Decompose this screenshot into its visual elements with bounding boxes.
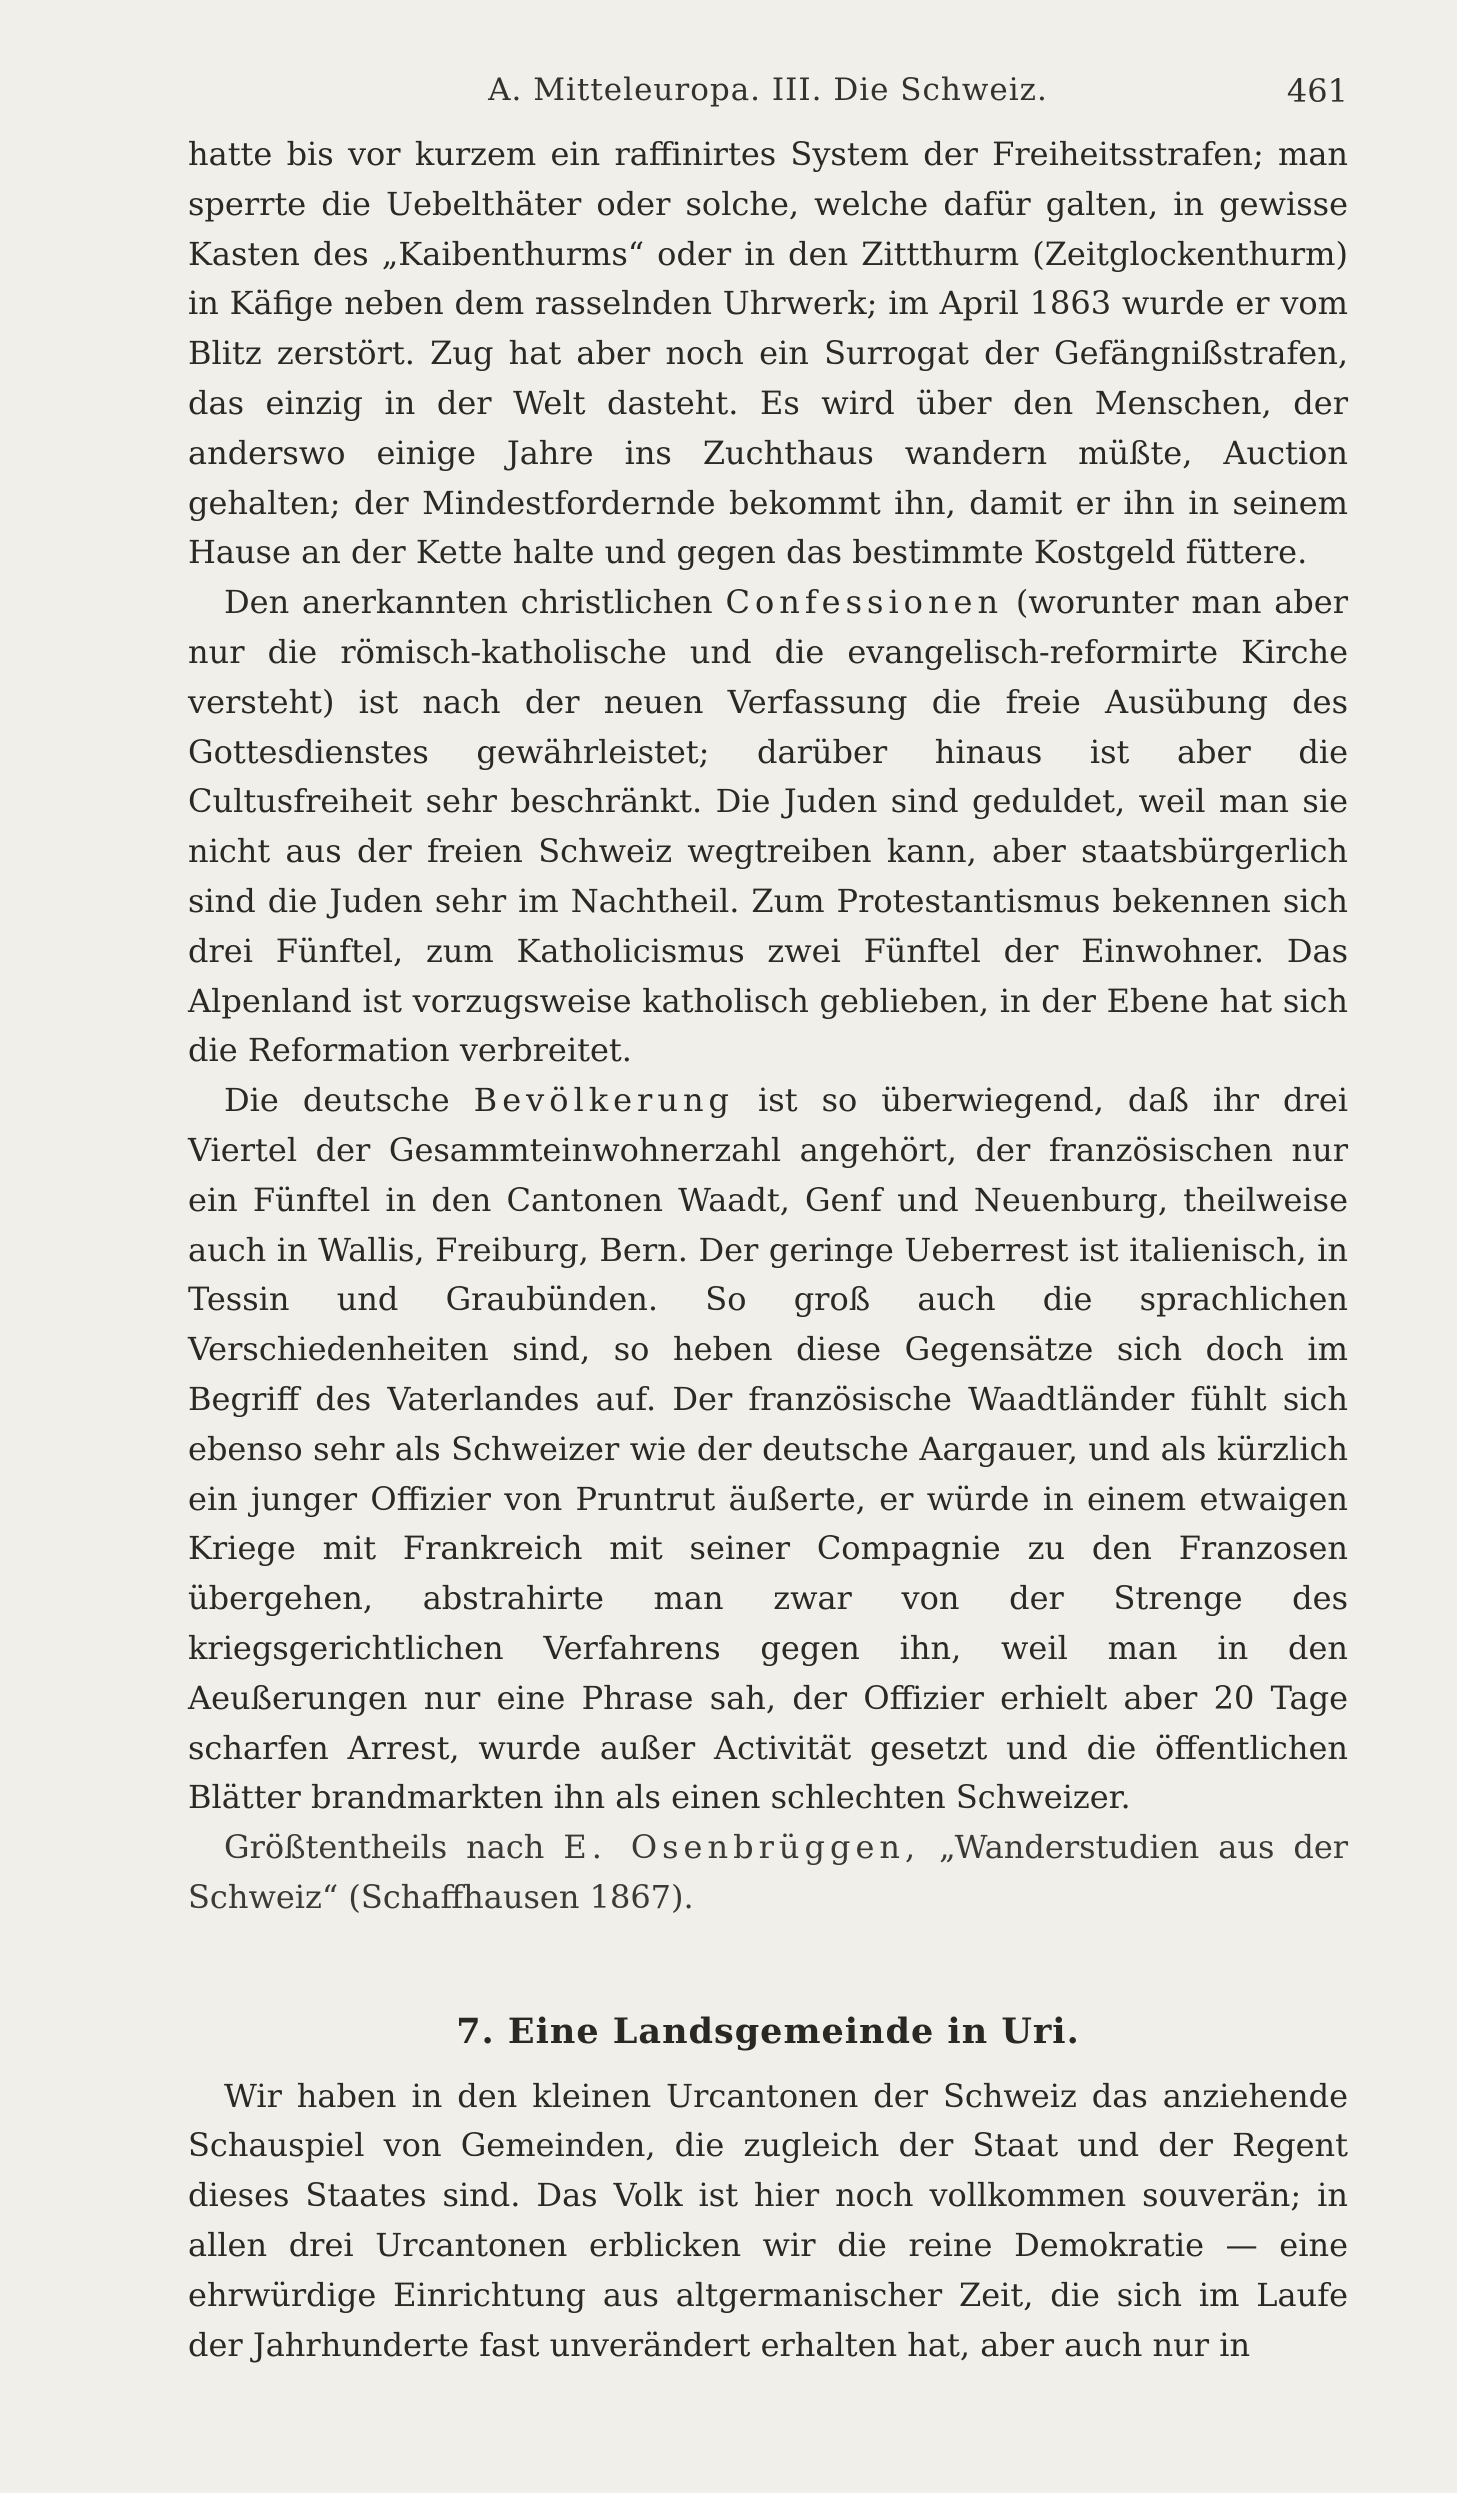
section-paragraph: Wir haben in den kleinen Urcantonen der Schweiz das anziehende Schauspiel von Gemeinden, die zugleich der Staat und der Regent dieses Staates sind. Das Volk ist hier noch vollkommen souverän; in allen drei Urcantonen erblicken wir die reine Demokratie — eine ehrwürdige Einrichtung aus altgermanischer Zeit, die sich im Laufe der Jahrhunderte fast unverändert erhalten hat, aber auch nur in [188,2076,1348,2364]
paragraph-continuation: hatte bis vor kurzem ein raffinirtes System der Freiheitsstrafen; man sperrte die Uebelthäter oder solche, welche dafür galten, in gewisse Kasten des „Kaibenthurms“ oder in den Zittthurm (Zeitglockenthurm) in Käfige neben dem rasselnden Uhrwerk; im April 1863 wurde er vom Blitz zerstört. Zug hat aber noch ein Surrogat der Gefängnißstrafen, das einzig in der Welt dasteht. Es wird über den Menschen, der anderswo einige Jahre ins Zuchthaus wandern müßte, Auction gehalten; der Mindestfordernde bekommt ihn, damit er ihn in seinem Hause an der Kette halte und gegen das bestimmte Kostgeld füttere. [188,135,1348,572]
section-heading: 7. Eine Landsgemeinde in Uri. [456,2010,1080,2052]
emphasis-confessions: Confessionen [725,583,1004,622]
source-note-author: E. Osenbrüggen, [563,1828,921,1867]
page-header [188,72,1348,112]
paragraph-confessions [188,578,1348,1076]
paragraph-population-text: Die deutsche Bevölkerung ist so überwiegend, daß ihr drei Viertel der Gesammteinwohnerzahl angehört, der französischen nur ein Fünftel in den Cantonen Waadt, Genf und Neuenburg, theilweise auch in Wallis, Freiburg, Bern. Der geringe Ueberrest ist italienisch, in Tessin und Graubünden. So groß auch die sprachlichen Verschiedenheiten sind, so heben diese Gegensätze sich doch im Begriff des Vaterlandes auf. Der französische Waadtländer fühlt sich ebenso sehr als Schweizer wie der deutsche Aargauer, und als kürzlich ein junger Offizier von Pruntrut äußerte, er würde in einem etwaigen Kriege mit Frankreich mit seiner Compagnie zu den Franzosen übergehen, abstrahirte man zwar von der Strenge des kriegsgerichtlichen Verfahrens gegen ihn, weil man in den Aeußerungen nur eine Phrase sah, der Offizier erhielt aber 20 Tage scharfen Arrest, wurde außer Activität gesetzt und die öffentlichen Blätter brandmarkten ihn als einen schlechten Schweizer. [188,1081,1349,1817]
source-note [188,1823,1348,1923]
source-note-prefix: Größtentheils nach [224,1828,545,1867]
paragraph-confessions-text: Den anerkannten christlichen Confessionen (worunter man aber nur die römisch-katholische und die evangelisch-reformirte Kirche versteht) ist nach der neuen Verfassung die freie Ausübung des Gottesdienstes gewährleistet; darüber hinaus ist aber die Cultusfreiheit sehr beschränkt. Die Juden sind geduldet, weil man sie nicht aus der freien Schweiz wegtreiben kann, aber staatsbürgerlich sind die Juden sehr im Nachtheil. Zum Protestantismus bekennen sich drei Fünftel, zum Katholicismus zwei Fünftel der Einwohner. Das Alpenland ist vorzugsweise katholisch geblieben, in der Ebene hat sich die Reformation verbreitet. [188,583,1349,1070]
paragraph-population [188,1076,1348,1823]
emphasis-population: Bevölkerung [473,1081,735,1120]
page-number: 461 [1286,72,1348,110]
running-head: A. Mitteleuropa. III. Die Schweiz. [488,72,1048,108]
main-text [188,130,1348,2370]
source-note-title: „Wanderstudien aus der Schweiz“ (Schaffhausen 1867). [188,1828,1349,1916]
